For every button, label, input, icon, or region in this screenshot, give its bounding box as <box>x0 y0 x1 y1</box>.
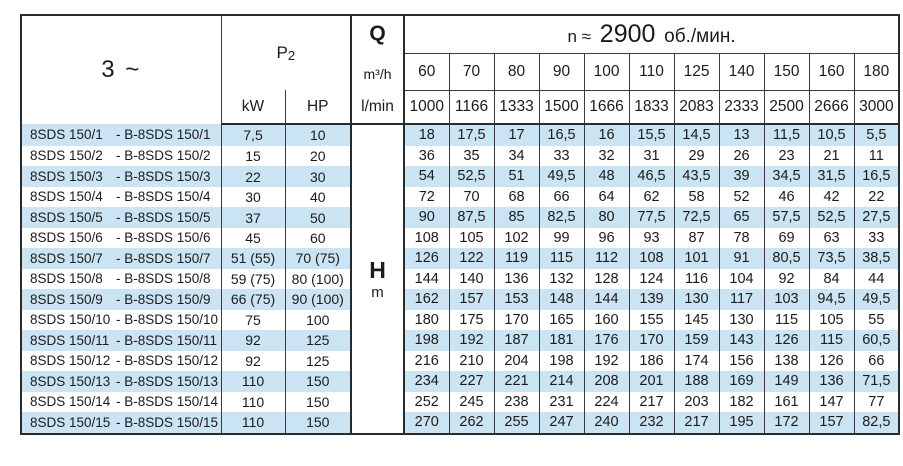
flow-m3h-cell: 160 <box>809 54 854 91</box>
model-cell <box>21 207 221 227</box>
model-cell <box>21 124 221 146</box>
table-row <box>21 392 899 412</box>
head-value-cell: 161 <box>764 392 809 412</box>
model-name-alt: - B-8SDS 150/12 <box>116 353 219 369</box>
model-name: 8SDS 150/9 <box>30 291 103 307</box>
table-row <box>21 371 899 391</box>
head-value-cell: 64 <box>584 187 629 207</box>
flow-lmin-cell: 1000 <box>404 90 449 124</box>
head-value-cell: 26 <box>719 146 764 166</box>
head-value-cell: 136 <box>809 371 854 391</box>
flow-m3h-cell: 80 <box>494 54 539 91</box>
head-value-cell: 10,5 <box>809 124 854 146</box>
head-value-cell: 52,5 <box>809 207 854 227</box>
head-value-cell: 216 <box>404 351 449 371</box>
head-value-cell: 232 <box>629 412 674 434</box>
model-cell <box>21 371 221 391</box>
model-name: 8SDS 150/6 <box>30 230 103 246</box>
head-value-cell: 245 <box>449 392 494 412</box>
kw-value-cell: 37 <box>221 207 285 227</box>
head-value-cell: 15,5 <box>629 124 674 146</box>
head-value-cell: 160 <box>584 310 629 330</box>
head-value-cell: 46,5 <box>629 166 674 186</box>
head-value-cell: 138 <box>764 351 809 371</box>
model-name-alt: - B-8SDS 150/2 <box>116 148 211 164</box>
kw-value-cell: 45 <box>221 228 285 248</box>
head-value-cell: 32 <box>584 146 629 166</box>
table-row <box>21 269 899 289</box>
model-name-alt: - B-8SDS 150/13 <box>116 373 219 389</box>
head-value-cell: 93 <box>629 228 674 248</box>
head-value-cell: 115 <box>539 248 584 268</box>
kw-value-cell: 110 <box>221 412 285 434</box>
table-row <box>21 166 899 186</box>
head-value-cell: 18 <box>404 124 449 146</box>
q-header <box>351 15 404 90</box>
model-name: 8SDS 150/1 <box>30 127 103 143</box>
table-row <box>21 228 899 248</box>
head-value-cell: 148 <box>539 289 584 309</box>
head-value-cell: 247 <box>539 412 584 434</box>
head-value-cell: 66 <box>854 351 899 371</box>
kw-value-cell: 110 <box>221 371 285 391</box>
head-value-cell: 147 <box>809 392 854 412</box>
flow-lmin-cell: 2666 <box>809 90 854 124</box>
hp-value-cell: 50 <box>285 207 351 227</box>
head-value-cell: 143 <box>719 330 764 350</box>
flow-m3h-cell: 90 <box>539 54 584 91</box>
head-value-cell: 221 <box>494 371 539 391</box>
hp-value-cell: 125 <box>285 330 351 350</box>
head-value-cell: 90 <box>404 207 449 227</box>
flow-lmin-cell: 1666 <box>584 90 629 124</box>
head-value-cell: 124 <box>629 269 674 289</box>
model-name-alt: - B-8SDS 150/15 <box>116 414 219 430</box>
head-value-cell: 58 <box>674 187 719 207</box>
head-value-cell: 82,5 <box>539 207 584 227</box>
model-name-alt: - B-8SDS 150/6 <box>116 230 211 246</box>
flow-m3h-cell: 150 <box>764 54 809 91</box>
model-name: 8SDS 150/15 <box>30 414 111 430</box>
head-value-cell: 172 <box>764 412 809 434</box>
model-name: 8SDS 150/5 <box>30 209 103 225</box>
head-value-cell: 204 <box>494 351 539 371</box>
head-value-cell: 17 <box>494 124 539 146</box>
head-value-cell: 16,5 <box>854 166 899 186</box>
kw-value-cell: 7,5 <box>221 124 285 146</box>
model-cell <box>21 166 221 186</box>
table-row <box>21 124 899 146</box>
head-value-cell: 201 <box>629 371 674 391</box>
table-row <box>21 330 899 350</box>
speed-unit: об./мин. <box>664 26 736 47</box>
kw-value-cell: 75 <box>221 310 285 330</box>
head-value-cell: 169 <box>719 371 764 391</box>
model-name-alt: - B-8SDS 150/7 <box>116 250 211 266</box>
head-value-cell: 44 <box>854 269 899 289</box>
table-row <box>21 187 899 207</box>
head-value-cell: 68 <box>494 187 539 207</box>
head-value-cell: 42 <box>809 187 854 207</box>
head-value-cell: 71,5 <box>854 371 899 391</box>
model-cell <box>21 146 221 166</box>
kw-value-cell: 30 <box>221 187 285 207</box>
head-value-cell: 108 <box>629 248 674 268</box>
head-value-cell: 203 <box>674 392 719 412</box>
head-value-cell: 192 <box>449 330 494 350</box>
head-value-cell: 23 <box>764 146 809 166</box>
model-name: 8SDS 150/8 <box>30 271 103 287</box>
model-name-alt: - B-8SDS 150/14 <box>116 394 219 409</box>
head-value-cell: 94,5 <box>809 289 854 309</box>
head-value-cell: 157 <box>449 289 494 309</box>
model-cell <box>21 228 221 248</box>
head-value-cell: 62 <box>629 187 674 207</box>
head-value-cell: 36 <box>404 146 449 166</box>
head-value-cell: 102 <box>494 228 539 248</box>
head-value-cell: 112 <box>584 248 629 268</box>
hp-value-cell: 100 <box>285 310 351 330</box>
head-value-cell: 186 <box>629 351 674 371</box>
head-value-cell: 117 <box>719 289 764 309</box>
hp-value-cell: 125 <box>285 351 351 371</box>
head-value-cell: 153 <box>494 289 539 309</box>
head-value-cell: 238 <box>494 392 539 412</box>
kw-value-cell: 15 <box>221 146 285 166</box>
head-value-cell: 39 <box>719 166 764 186</box>
head-value-cell: 262 <box>449 412 494 434</box>
head-value-cell: 116 <box>674 269 719 289</box>
head-value-cell: 31 <box>629 146 674 166</box>
head-value-cell: 49,5 <box>539 166 584 186</box>
head-value-cell: 33 <box>539 146 584 166</box>
head-value-cell: 128 <box>584 269 629 289</box>
head-value-cell: 108 <box>404 228 449 248</box>
model-name: 8SDS 150/12 <box>30 353 111 369</box>
model-name: 8SDS 150/14 <box>30 394 111 409</box>
model-name-alt: - B-8SDS 150/1 <box>116 127 211 143</box>
model-name: 8SDS 150/2 <box>30 148 103 164</box>
head-value-cell: 170 <box>629 330 674 350</box>
model-cell <box>21 392 221 412</box>
head-unit-cell <box>351 124 404 434</box>
q-unit-m3h: m³/h <box>363 66 392 82</box>
kw-value-cell: 92 <box>221 330 285 350</box>
head-value-cell: 87,5 <box>449 207 494 227</box>
head-value-cell: 227 <box>449 371 494 391</box>
flow-lmin-cell: 2333 <box>719 90 764 124</box>
kw-value-cell: 51 (55) <box>221 248 285 268</box>
model-name: 8SDS 150/10 <box>30 312 111 328</box>
head-value-cell: 104 <box>719 269 764 289</box>
p2-header <box>221 15 351 90</box>
model-name: 8SDS 150/7 <box>30 250 103 266</box>
kw-header: kW <box>221 90 285 124</box>
q-label: Q <box>369 22 386 45</box>
head-value-cell: 101 <box>674 248 719 268</box>
head-value-cell: 198 <box>539 351 584 371</box>
head-value-cell: 14,5 <box>674 124 719 146</box>
flow-lmin-cell: 2083 <box>674 90 719 124</box>
head-value-cell: 96 <box>584 228 629 248</box>
head-value-cell: 192 <box>584 351 629 371</box>
kw-value-cell: 22 <box>221 166 285 186</box>
hp-value-cell: 150 <box>285 412 351 434</box>
head-value-cell: 252 <box>404 392 449 412</box>
model-name: 8SDS 150/11 <box>30 332 110 348</box>
hp-value-cell: 40 <box>285 187 351 207</box>
head-value-cell: 82,5 <box>854 412 899 434</box>
head-value-cell: 63 <box>809 228 854 248</box>
head-value-cell: 29 <box>674 146 719 166</box>
kw-value-cell: 59 (75) <box>221 269 285 289</box>
head-value-cell: 52,5 <box>449 166 494 186</box>
head-value-cell: 140 <box>449 269 494 289</box>
head-value-cell: 85 <box>494 207 539 227</box>
kw-value-cell: 66 (75) <box>221 289 285 309</box>
lmin-header: l/min <box>351 90 404 124</box>
flow-lmin-cell: 1500 <box>539 90 584 124</box>
speed-header <box>404 15 899 54</box>
hp-value-cell: 80 (100) <box>285 269 351 289</box>
head-value-cell: 78 <box>719 228 764 248</box>
flow-m3h-cell: 125 <box>674 54 719 91</box>
head-value-cell: 170 <box>494 310 539 330</box>
table-row <box>21 146 899 166</box>
head-value-cell: 91 <box>719 248 764 268</box>
head-value-cell: 234 <box>404 371 449 391</box>
head-value-cell: 217 <box>629 392 674 412</box>
head-value-cell: 16,5 <box>539 124 584 146</box>
head-value-cell: 176 <box>584 330 629 350</box>
head-value-cell: 214 <box>539 371 584 391</box>
head-value-cell: 174 <box>674 351 719 371</box>
head-value-cell: 13 <box>719 124 764 146</box>
head-value-cell: 54 <box>404 166 449 186</box>
head-value-cell: 46 <box>764 187 809 207</box>
head-value-cell: 126 <box>809 351 854 371</box>
head-value-cell: 159 <box>674 330 719 350</box>
head-value-cell: 224 <box>584 392 629 412</box>
model-cell <box>21 269 221 289</box>
hp-value-cell: 150 <box>285 392 351 412</box>
head-value-cell: 11 <box>854 146 899 166</box>
flow-lmin-cell: 1166 <box>449 90 494 124</box>
head-value-cell: 122 <box>449 248 494 268</box>
head-value-cell: 132 <box>539 269 584 289</box>
model-name-alt: - B-8SDS 150/10 <box>116 312 219 328</box>
head-value-cell: 55 <box>854 310 899 330</box>
head-value-cell: 92 <box>764 269 809 289</box>
head-value-cell: 126 <box>764 330 809 350</box>
hp-value-cell: 60 <box>285 228 351 248</box>
p2-subscript: 2 <box>287 48 296 63</box>
model-name: 8SDS 150/4 <box>30 189 103 205</box>
model-cell <box>21 412 221 434</box>
model-name-alt: - B-8SDS 150/5 <box>116 209 211 225</box>
speed-approx: ≈ <box>581 27 592 46</box>
table-row <box>21 207 899 227</box>
head-value-cell: 165 <box>539 310 584 330</box>
head-value-cell: 175 <box>449 310 494 330</box>
head-value-cell: 180 <box>404 310 449 330</box>
hp-value-cell: 150 <box>285 371 351 391</box>
head-value-cell: 139 <box>629 289 674 309</box>
model-cell <box>21 248 221 268</box>
head-value-cell: 80 <box>584 207 629 227</box>
kw-value-cell: 92 <box>221 351 285 371</box>
head-value-cell: 115 <box>809 330 854 350</box>
p2-main: P <box>276 43 288 62</box>
head-value-cell: 77 <box>854 392 899 412</box>
head-unit: m <box>371 283 384 301</box>
head-value-cell: 43,5 <box>674 166 719 186</box>
table-row <box>21 351 899 371</box>
model-cell <box>21 289 221 309</box>
head-value-cell: 65 <box>719 207 764 227</box>
head-value-cell: 105 <box>809 310 854 330</box>
flow-m3h-cell: 140 <box>719 54 764 91</box>
head-value-cell: 157 <box>809 412 854 434</box>
table-row <box>21 248 899 268</box>
head-value-cell: 27,5 <box>854 207 899 227</box>
head-value-cell: 38,5 <box>854 248 899 268</box>
model-name-alt: - B-8SDS 150/8 <box>116 271 211 287</box>
flow-m3h-cell: 70 <box>449 54 494 91</box>
flow-lmin-cell: 1833 <box>629 90 674 124</box>
head-value-cell: 34,5 <box>764 166 809 186</box>
head-value-cell: 240 <box>584 412 629 434</box>
head-value-cell: 77,5 <box>629 207 674 227</box>
head-value-cell: 130 <box>719 310 764 330</box>
flow-m3h-cell: 110 <box>629 54 674 91</box>
head-value-cell: 49,5 <box>854 289 899 309</box>
head-value-cell: 136 <box>494 269 539 289</box>
head-value-cell: 70 <box>449 187 494 207</box>
head-value-cell: 31,5 <box>809 166 854 186</box>
head-value-cell: 149 <box>764 371 809 391</box>
head-value-cell: 35 <box>449 146 494 166</box>
hp-value-cell: 70 (75) <box>285 248 351 268</box>
head-value-cell: 105 <box>449 228 494 248</box>
head-value-cell: 5,5 <box>854 124 899 146</box>
head-value-cell: 115 <box>764 310 809 330</box>
head-value-cell: 51 <box>494 166 539 186</box>
hp-header: HP <box>285 90 351 124</box>
model-name-alt: - B-8SDS 150/4 <box>116 189 211 205</box>
head-value-cell: 17,5 <box>449 124 494 146</box>
phase-label: 3 ~ <box>21 15 221 124</box>
head-value-cell: 144 <box>404 269 449 289</box>
model-cell <box>21 187 221 207</box>
speed-value: 2900 <box>599 20 656 48</box>
head-value-cell: 119 <box>494 248 539 268</box>
model-cell <box>21 330 221 350</box>
head-value-cell: 72,5 <box>674 207 719 227</box>
head-value-cell: 99 <box>539 228 584 248</box>
head-value-cell: 156 <box>719 351 764 371</box>
table-row <box>21 289 899 309</box>
head-value-cell: 198 <box>404 330 449 350</box>
head-value-cell: 162 <box>404 289 449 309</box>
head-value-cell: 52 <box>719 187 764 207</box>
head-value-cell: 145 <box>674 310 719 330</box>
flow-m3h-cell: 60 <box>404 54 449 91</box>
model-cell <box>21 351 221 371</box>
head-value-cell: 48 <box>584 166 629 186</box>
model-name: 8SDS 150/13 <box>30 373 111 389</box>
head-value-cell: 87 <box>674 228 719 248</box>
flow-lmin-cell: 3000 <box>854 90 899 124</box>
head-value-cell: 255 <box>494 412 539 434</box>
head-value-cell: 270 <box>404 412 449 434</box>
head-value-cell: 34 <box>494 146 539 166</box>
kw-value-cell: 110 <box>221 392 285 412</box>
model-name: 8SDS 150/3 <box>30 168 103 184</box>
table-row <box>21 412 899 434</box>
head-value-cell: 210 <box>449 351 494 371</box>
head-value-cell: 217 <box>674 412 719 434</box>
head-value-cell: 144 <box>584 289 629 309</box>
model-name-alt: - B-8SDS 150/3 <box>116 168 211 184</box>
head-value-cell: 84 <box>809 269 854 289</box>
head-value-cell: 69 <box>764 228 809 248</box>
header-row-speed <box>21 15 899 54</box>
head-value-cell: 195 <box>719 412 764 434</box>
flow-lmin-cell: 1333 <box>494 90 539 124</box>
head-value-cell: 73,5 <box>809 248 854 268</box>
hp-value-cell: 10 <box>285 124 351 146</box>
head-value-cell: 182 <box>719 392 764 412</box>
model-name-alt: - B-8SDS 150/11 <box>116 332 218 348</box>
head-value-cell: 231 <box>539 392 584 412</box>
speed-n: n <box>567 27 577 46</box>
head-label: H <box>369 256 386 283</box>
head-value-cell: 155 <box>629 310 674 330</box>
table-row <box>21 310 899 330</box>
head-value-cell: 188 <box>674 371 719 391</box>
head-value-cell: 103 <box>764 289 809 309</box>
flow-m3h-cell: 180 <box>854 54 899 91</box>
head-value-cell: 80,5 <box>764 248 809 268</box>
flow-lmin-cell: 2500 <box>764 90 809 124</box>
head-value-cell: 72 <box>404 187 449 207</box>
model-cell <box>21 310 221 330</box>
hp-value-cell: 90 (100) <box>285 289 351 309</box>
model-name-alt: - B-8SDS 150/9 <box>116 291 211 307</box>
head-value-cell: 130 <box>674 289 719 309</box>
head-value-cell: 187 <box>494 330 539 350</box>
head-value-cell: 33 <box>854 228 899 248</box>
head-value-cell: 11,5 <box>764 124 809 146</box>
flow-m3h-cell: 100 <box>584 54 629 91</box>
head-value-cell: 126 <box>404 248 449 268</box>
head-value-cell: 60,5 <box>854 330 899 350</box>
head-value-cell: 21 <box>809 146 854 166</box>
hp-value-cell: 20 <box>285 146 351 166</box>
head-value-cell: 181 <box>539 330 584 350</box>
head-value-cell: 22 <box>854 187 899 207</box>
pump-performance-table <box>20 14 900 435</box>
head-value-cell: 16 <box>584 124 629 146</box>
head-value-cell: 208 <box>584 371 629 391</box>
head-value-cell: 66 <box>539 187 584 207</box>
hp-value-cell: 30 <box>285 166 351 186</box>
head-value-cell: 57,5 <box>764 207 809 227</box>
